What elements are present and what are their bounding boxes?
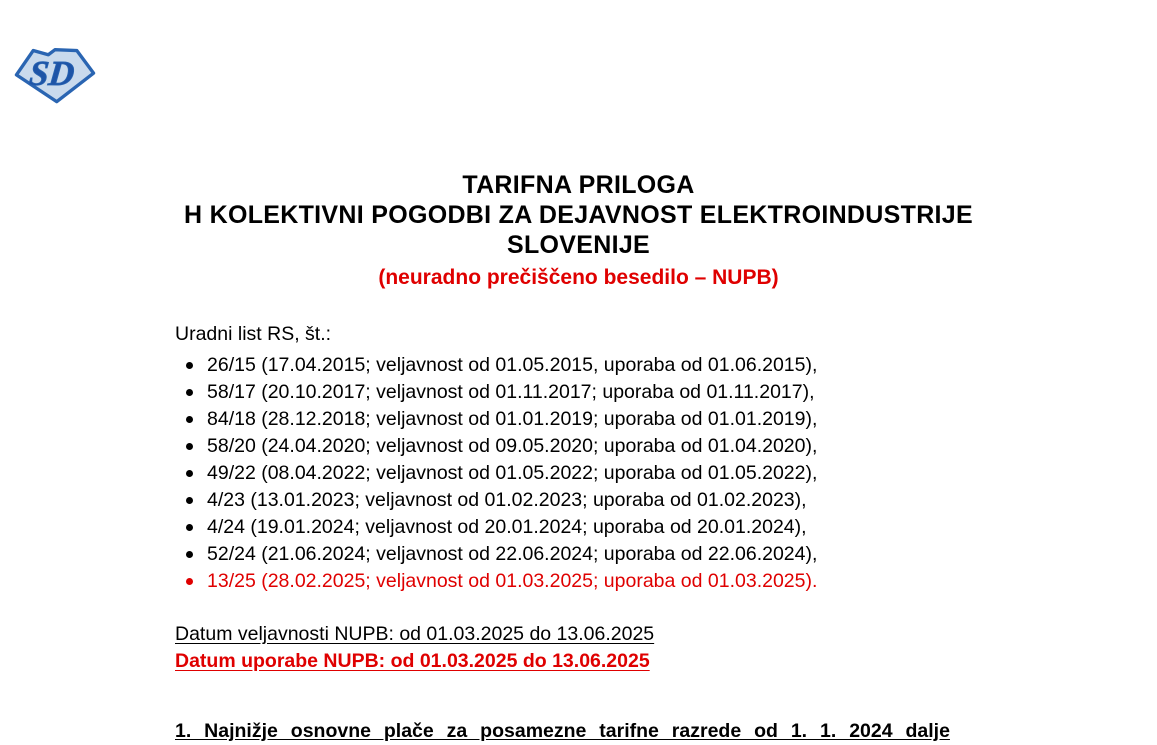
bullet-icon [186, 362, 193, 369]
gazette-item-text: 4/24 (19.01.2024; veljavnost od 20.01.2024; uporaba od 20.01.2024), [207, 516, 807, 538]
validity-application-line: Datum uporabe NUPB: od 01.03.2025 do 13.06.2025 [175, 650, 650, 672]
gazette-item [175, 406, 1055, 433]
title-subtitle-nupb: (neuradno prečiščeno besedilo – NUPB) [378, 266, 779, 289]
gazette-item-text: 4/23 (13.01.2023; veljavnost od 01.02.2023; uporaba od 01.02.2023), [207, 489, 807, 511]
title-block [0, 170, 1157, 292]
logo-letters: SD [27, 53, 77, 93]
bullet-icon [186, 416, 193, 423]
title-line-1: TARIFNA PRILOGA [462, 171, 695, 199]
gazette-list [175, 352, 1055, 595]
gazette-label: Uradni list RS, št.: [175, 323, 332, 345]
gazette-item [175, 514, 1055, 541]
gazette-item [175, 541, 1055, 568]
bullet-icon [186, 389, 193, 396]
title-line-2: H KOLEKTIVNI POGODBI ZA DEJAVNOST ELEKTROINDUSTRIJE [184, 201, 973, 229]
gazette-item-text: 26/15 (17.04.2015; veljavnost od 01.05.2015, uporaba od 01.06.2015), [207, 354, 818, 376]
gazette-item-text: 58/17 (20.10.2017; veljavnost od 01.11.2017; uporaba od 01.11.2017), [207, 381, 815, 403]
bullet-icon [186, 497, 193, 504]
bullet-icon [186, 524, 193, 531]
gazette-item-text: 84/18 (28.12.2018; veljavnost od 01.01.2019; uporaba od 01.01.2019), [207, 408, 818, 430]
title-line-3: SLOVENIJE [506, 231, 651, 259]
validity-block [175, 621, 1055, 675]
sd-diamond-logo [13, 43, 97, 105]
gazette-item-text: 49/22 (08.04.2022; veljavnost od 01.05.2022; uporaba od 01.05.2022), [207, 462, 818, 484]
gazette-item [175, 460, 1055, 487]
bullet-icon [186, 551, 193, 558]
gazette-item [175, 487, 1055, 514]
gazette-item [175, 379, 1055, 406]
gazette-item-text: 58/20 (24.04.2020; veljavnost od 09.05.2020; uporaba od 01.04.2020), [207, 435, 818, 457]
gazette-item-text: 52/24 (21.06.2024; veljavnost od 22.06.2024; uporaba od 22.06.2024), [207, 543, 818, 565]
gazette-item [175, 568, 1055, 595]
gazette-item-text: 13/25 (28.02.2025; veljavnost od 01.03.2025; uporaba od 01.03.2025). [207, 570, 818, 592]
validity-effective-line: Datum veljavnosti NUPB: od 01.03.2025 do 13.06.2025 [175, 623, 655, 645]
bullet-icon [186, 470, 193, 477]
document-body [175, 321, 1055, 745]
bullet-icon [186, 443, 193, 450]
gazette-item [175, 433, 1055, 460]
gazette-item [175, 352, 1055, 379]
section-1-heading: 1. Najnižje osnovne plače za posamezne tarifne razrede od 1. 1. 2024 dalje [175, 720, 950, 742]
bullet-icon [186, 578, 193, 585]
